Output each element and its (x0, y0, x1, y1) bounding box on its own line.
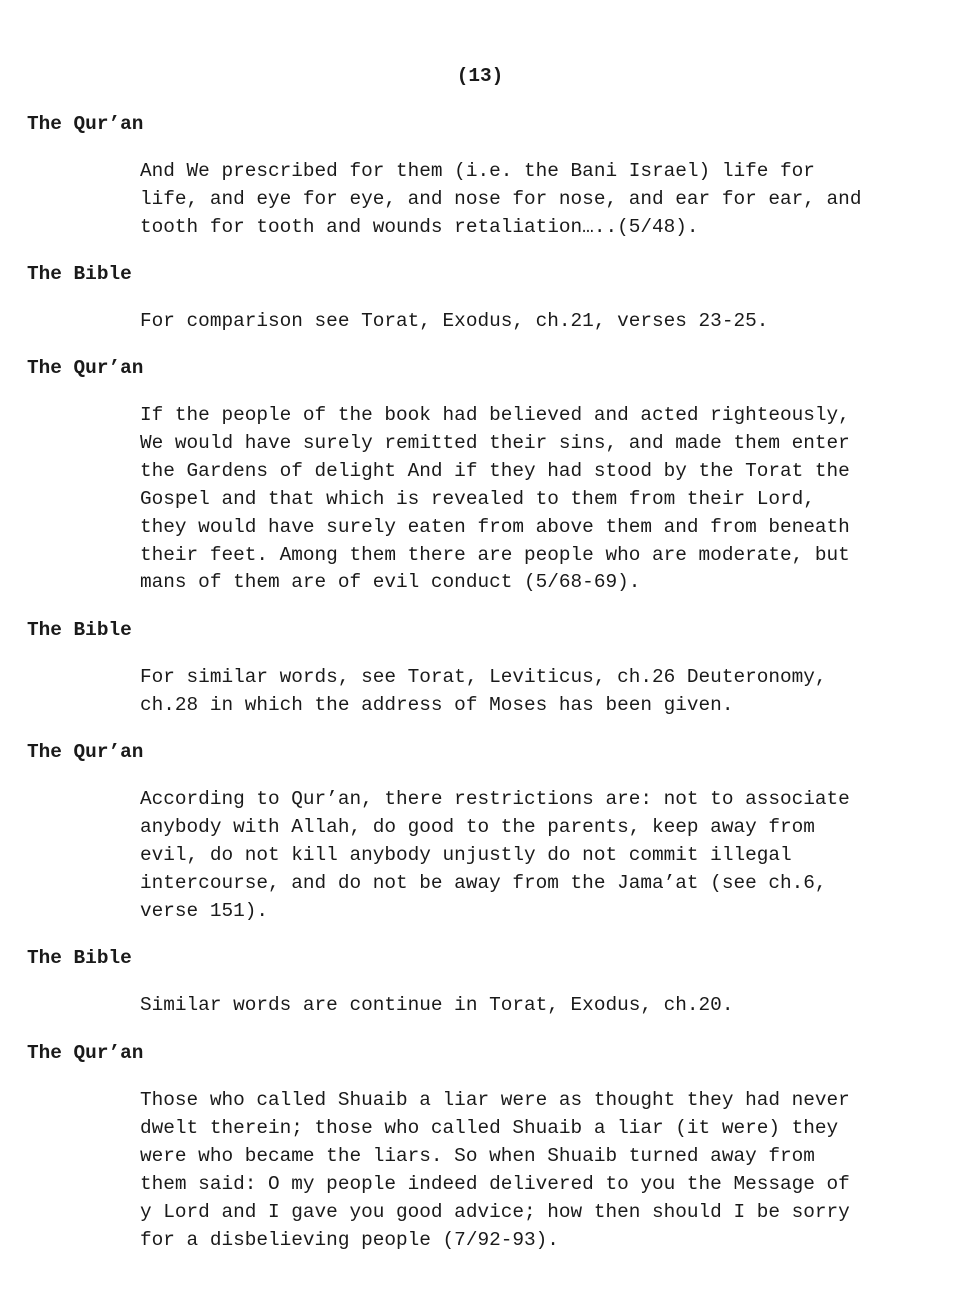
text-line: evil, do not kill anybody unjustly do not commit illegal (140, 843, 792, 866)
section-heading-quran: The Qur’an (27, 1042, 144, 1064)
text-line: According to Qur’an, there restrictions are: not to associate (140, 788, 850, 810)
text-line: dwelt therein; those who called Shuaib a liar (it were) they (140, 1116, 839, 1139)
quran-passage (140, 158, 940, 242)
bible-passage (140, 992, 940, 1020)
text-line: the Gardens of delight And if they had stood by the Torat the (140, 459, 850, 482)
text-line: mans of them are of evil conduct (5/68-69). (140, 571, 641, 594)
text-line: And We prescribed for them (i.e. the Bani Israel) life for (140, 160, 815, 182)
text-line: they would have surely eaten from above them and from beneath (140, 515, 850, 538)
text-line: ch.28 in which the address of Moses has been given. (140, 693, 734, 716)
text-line: anybody with Allah, do good to the parents, keep away from (140, 815, 815, 838)
text-line: were who became the liars. So when Shuaib turned away from (140, 1144, 815, 1167)
text-line: their feet. Among them there are people who are moderate, but (140, 543, 850, 566)
quran-passage (140, 786, 940, 926)
text-line: We would have surely remitted their sins, and made them enter (140, 431, 850, 454)
text-line: Gospel and that which is revealed to them from their Lord, (140, 487, 815, 510)
text-line: If the people of the book had believed and acted righteously, (140, 404, 850, 426)
text-line: for a disbelieving people (7/92-93). (140, 1228, 559, 1251)
quran-passage (140, 402, 940, 597)
section-heading-quran: The Qur’an (27, 357, 144, 379)
text-line: life, and eye for eye, and nose for nose, and ear for ear, and (140, 187, 862, 210)
text-line: y Lord and I gave you good advice; how then should I be sorry (140, 1200, 850, 1223)
section-heading-bible: The Bible (27, 263, 132, 285)
quran-passage (140, 1087, 940, 1254)
page-number: (13) (456, 65, 504, 87)
text-line: them said: O my people indeed delivered to you the Message of (140, 1172, 850, 1195)
text-line: tooth for tooth and wounds retaliation…..(5/48). (140, 215, 699, 238)
section-heading-quran: The Qur’an (27, 741, 144, 763)
text-line: Those who called Shuaib a liar were as thought they had never (140, 1089, 850, 1111)
text-line: intercourse, and do not be away from the Jama’at (see ch.6, (140, 871, 827, 894)
text-line: Similar words are continue in Torat, Exodus, ch.20. (140, 994, 734, 1016)
text-line: verse 151). (140, 899, 268, 922)
section-heading-quran: The Qur’an (27, 113, 144, 135)
section-heading-bible: The Bible (27, 619, 132, 641)
section-heading-bible: The Bible (27, 947, 132, 969)
bible-passage (140, 664, 940, 720)
bible-passage (140, 308, 940, 336)
text-line: For comparison see Torat, Exodus, ch.21, verses 23-25. (140, 310, 769, 332)
text-line: For similar words, see Torat, Leviticus, ch.26 Deuteronomy, (140, 666, 827, 688)
